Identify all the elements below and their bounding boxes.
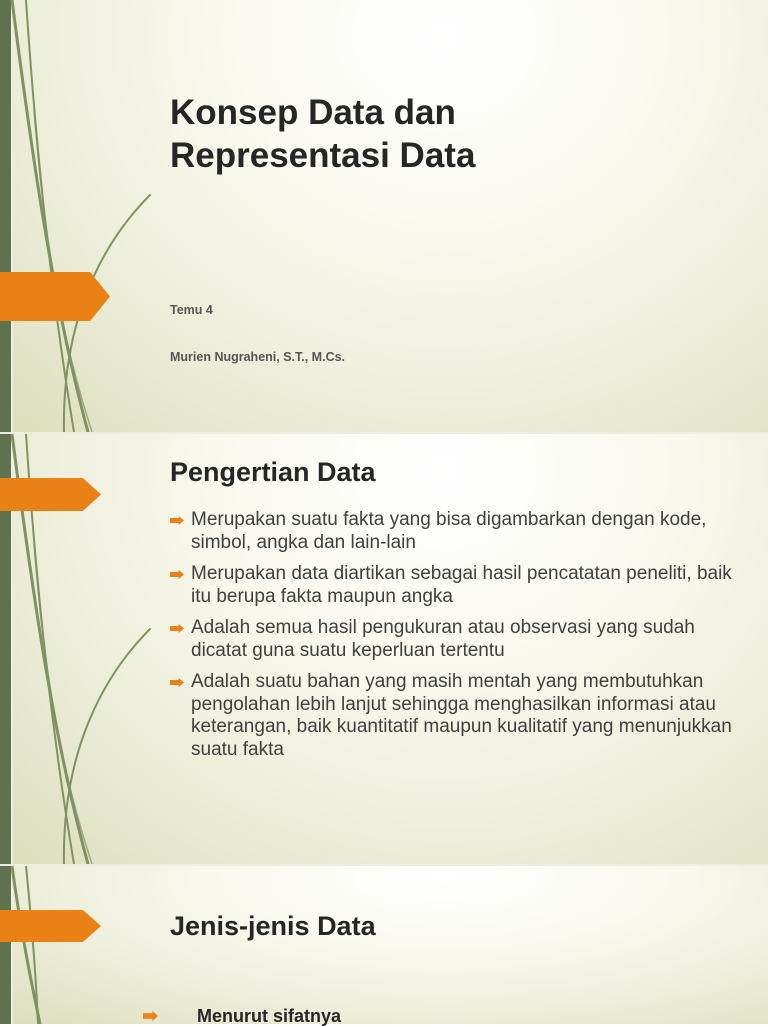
arrow-right-icon	[170, 678, 184, 687]
author: Murien Nugraheni, S.T., M.Cs.	[170, 350, 346, 364]
left-accent-bar	[0, 0, 11, 432]
list-item: Merupakan data diartikan sebagai hasil pencatatan peneliti, baik itu berupa fakta maupun angka	[170, 563, 740, 608]
swoosh-decoration-icon	[0, 866, 200, 1024]
accent-tab-icon	[0, 910, 101, 942]
list-item: Merupakan suatu fakta yang bisa digambarkan dengan kode, simbol, angka dan lain-lain	[170, 509, 740, 554]
slide-jenis	[0, 866, 768, 1024]
title-line-1: Konsep Data dan	[170, 93, 456, 132]
section-heading-pengertian: Pengertian Data	[170, 457, 376, 487]
list-item: Adalah semua hasil pengukuran atau observasi yang sudah dicatat guna suatu keperluan tertentu	[170, 617, 740, 662]
arrow-right-icon	[170, 624, 184, 633]
pengertian-bullet-list	[170, 509, 740, 770]
accent-tab-icon	[0, 478, 101, 511]
slide-title-heading	[170, 91, 730, 177]
list-item: Adalah suatu bahan yang masih mentah yang membutuhkan pengolahan lebih lanjut sehingga menghasilkan informasi atau keterangan, baik kuantitatif maupun kualitatif yang menunjukkan suatu fakta	[170, 671, 740, 761]
left-accent-bar	[0, 866, 11, 1024]
section-heading-jenis: Jenis-jenis Data	[170, 911, 376, 941]
subtitle: Temu 4	[170, 303, 213, 317]
accent-tab-icon	[0, 272, 110, 321]
swoosh-decoration-icon	[0, 0, 200, 432]
title-line-2: Representasi Data	[170, 136, 476, 175]
arrow-right-icon	[170, 516, 184, 525]
slide-title	[0, 0, 768, 432]
arrow-right-icon	[170, 570, 184, 579]
list-item: Menurut sifatnya	[197, 1005, 341, 1027]
